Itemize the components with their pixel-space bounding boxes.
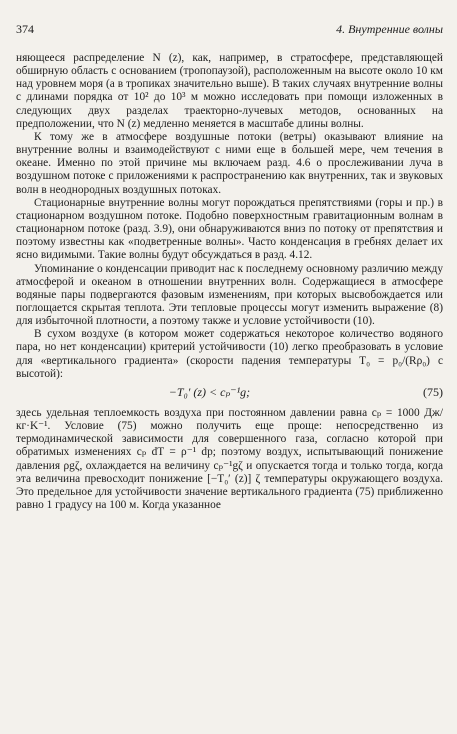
running-title: 4. Внутренние волны [336,22,443,36]
equation-expression: −T₀′ (z) < cₚ⁻¹g; [168,385,251,400]
paragraph-5: В сухом воздухе (в котором может содержаться некоторое количество водяного пара, но нет конденсации) критерий устойчивости (10) легко преобразовать в условие для «вертикального градиента» (скорости падения температуры T₀ = p₀/(Rρ₀) с высотой): [16,328,443,380]
paragraph-4: Упоминание о конденсации приводит нас к последнему основному различию между атмосферой и океаном в отношении внутренних волн. Содержащиеся в атмосфере водяные пары подвергаются фазовым изменениям, при которых высвобождается или поглощается скрытая теплота. Эти тепловые процессы могут изменить выражение (8) для избыточной плотности, а поэтому также и условие устойчивости (10). [16,262,443,328]
paragraph-3: Стационарные внутренние волны могут порождаться препятствиями (горы и пр.) в стационарном воздушном потоке. Подобно поверхностным гравитационным волнам в стационарном потоке (разд. 3.9), они обнаруживаются вниз по потоку от препятствия и поэтому известны как «подветренные волны». Часто конденсация в гребнях делает их ясно видимыми. Такие волны будут обсуждаться в разд. 4.12. [16,196,443,262]
paragraph-1: няющееся распределение N (z), как, например, в стратосфере, представляющей обширную область с основанием (тропопаузой), расположенным на высоте около 10 км над уровнем моря (а в тропиках значительно выше). В таких случаях внутренние волны с длинами порядка от 10² до 10³ м можно исследовать при помощи изложенных в следующих двух разделах траекторно-лучевых методов, основанных на предположении, что N (z) медленно меняется в масштабе длины волны. [16,52,443,130]
equation-number: (75) [423,385,443,400]
page-number: 374 [16,22,34,36]
paragraph-2: К тому же в атмосфере воздушные потоки (ветры) оказывают влияние на внутренние волны и взаимодействуют с ними еще в большей мере, чем течения в океане. Именно по этой причине мы включаем разд. 4.6 о прослеживании луча в воздушном потоке с приложениями к распространению как внутренних, так и звуковых волн в неоднородных воздушных потоках. [16,130,443,196]
page-header [16,22,443,44]
equation-75 [16,381,443,405]
paragraph-6: здесь удельная теплоемкость воздуха при постоянном давлении равна cₚ = 1000 Дж/кг·K⁻¹. Условие (75) можно получить еще проще: непосредственно из термодинамической зависимости для совершенного газа, согласно которой при обратимых изменениях cₚ dT = ρ⁻¹ dp; поэтому воздух, испытывающий понижение давления ρgζ, охлаждается на величину cₚ⁻¹gζ и опускается тогда и только тогда, когда эта величина превосходит понижение [−T₀′ (z)] ζ температуры окружающего воздуха. Это предельное для устойчивости значение вертикального градиента (75) приближенно равно 1 градусу на 100 м. Когда указанное [16,406,443,511]
